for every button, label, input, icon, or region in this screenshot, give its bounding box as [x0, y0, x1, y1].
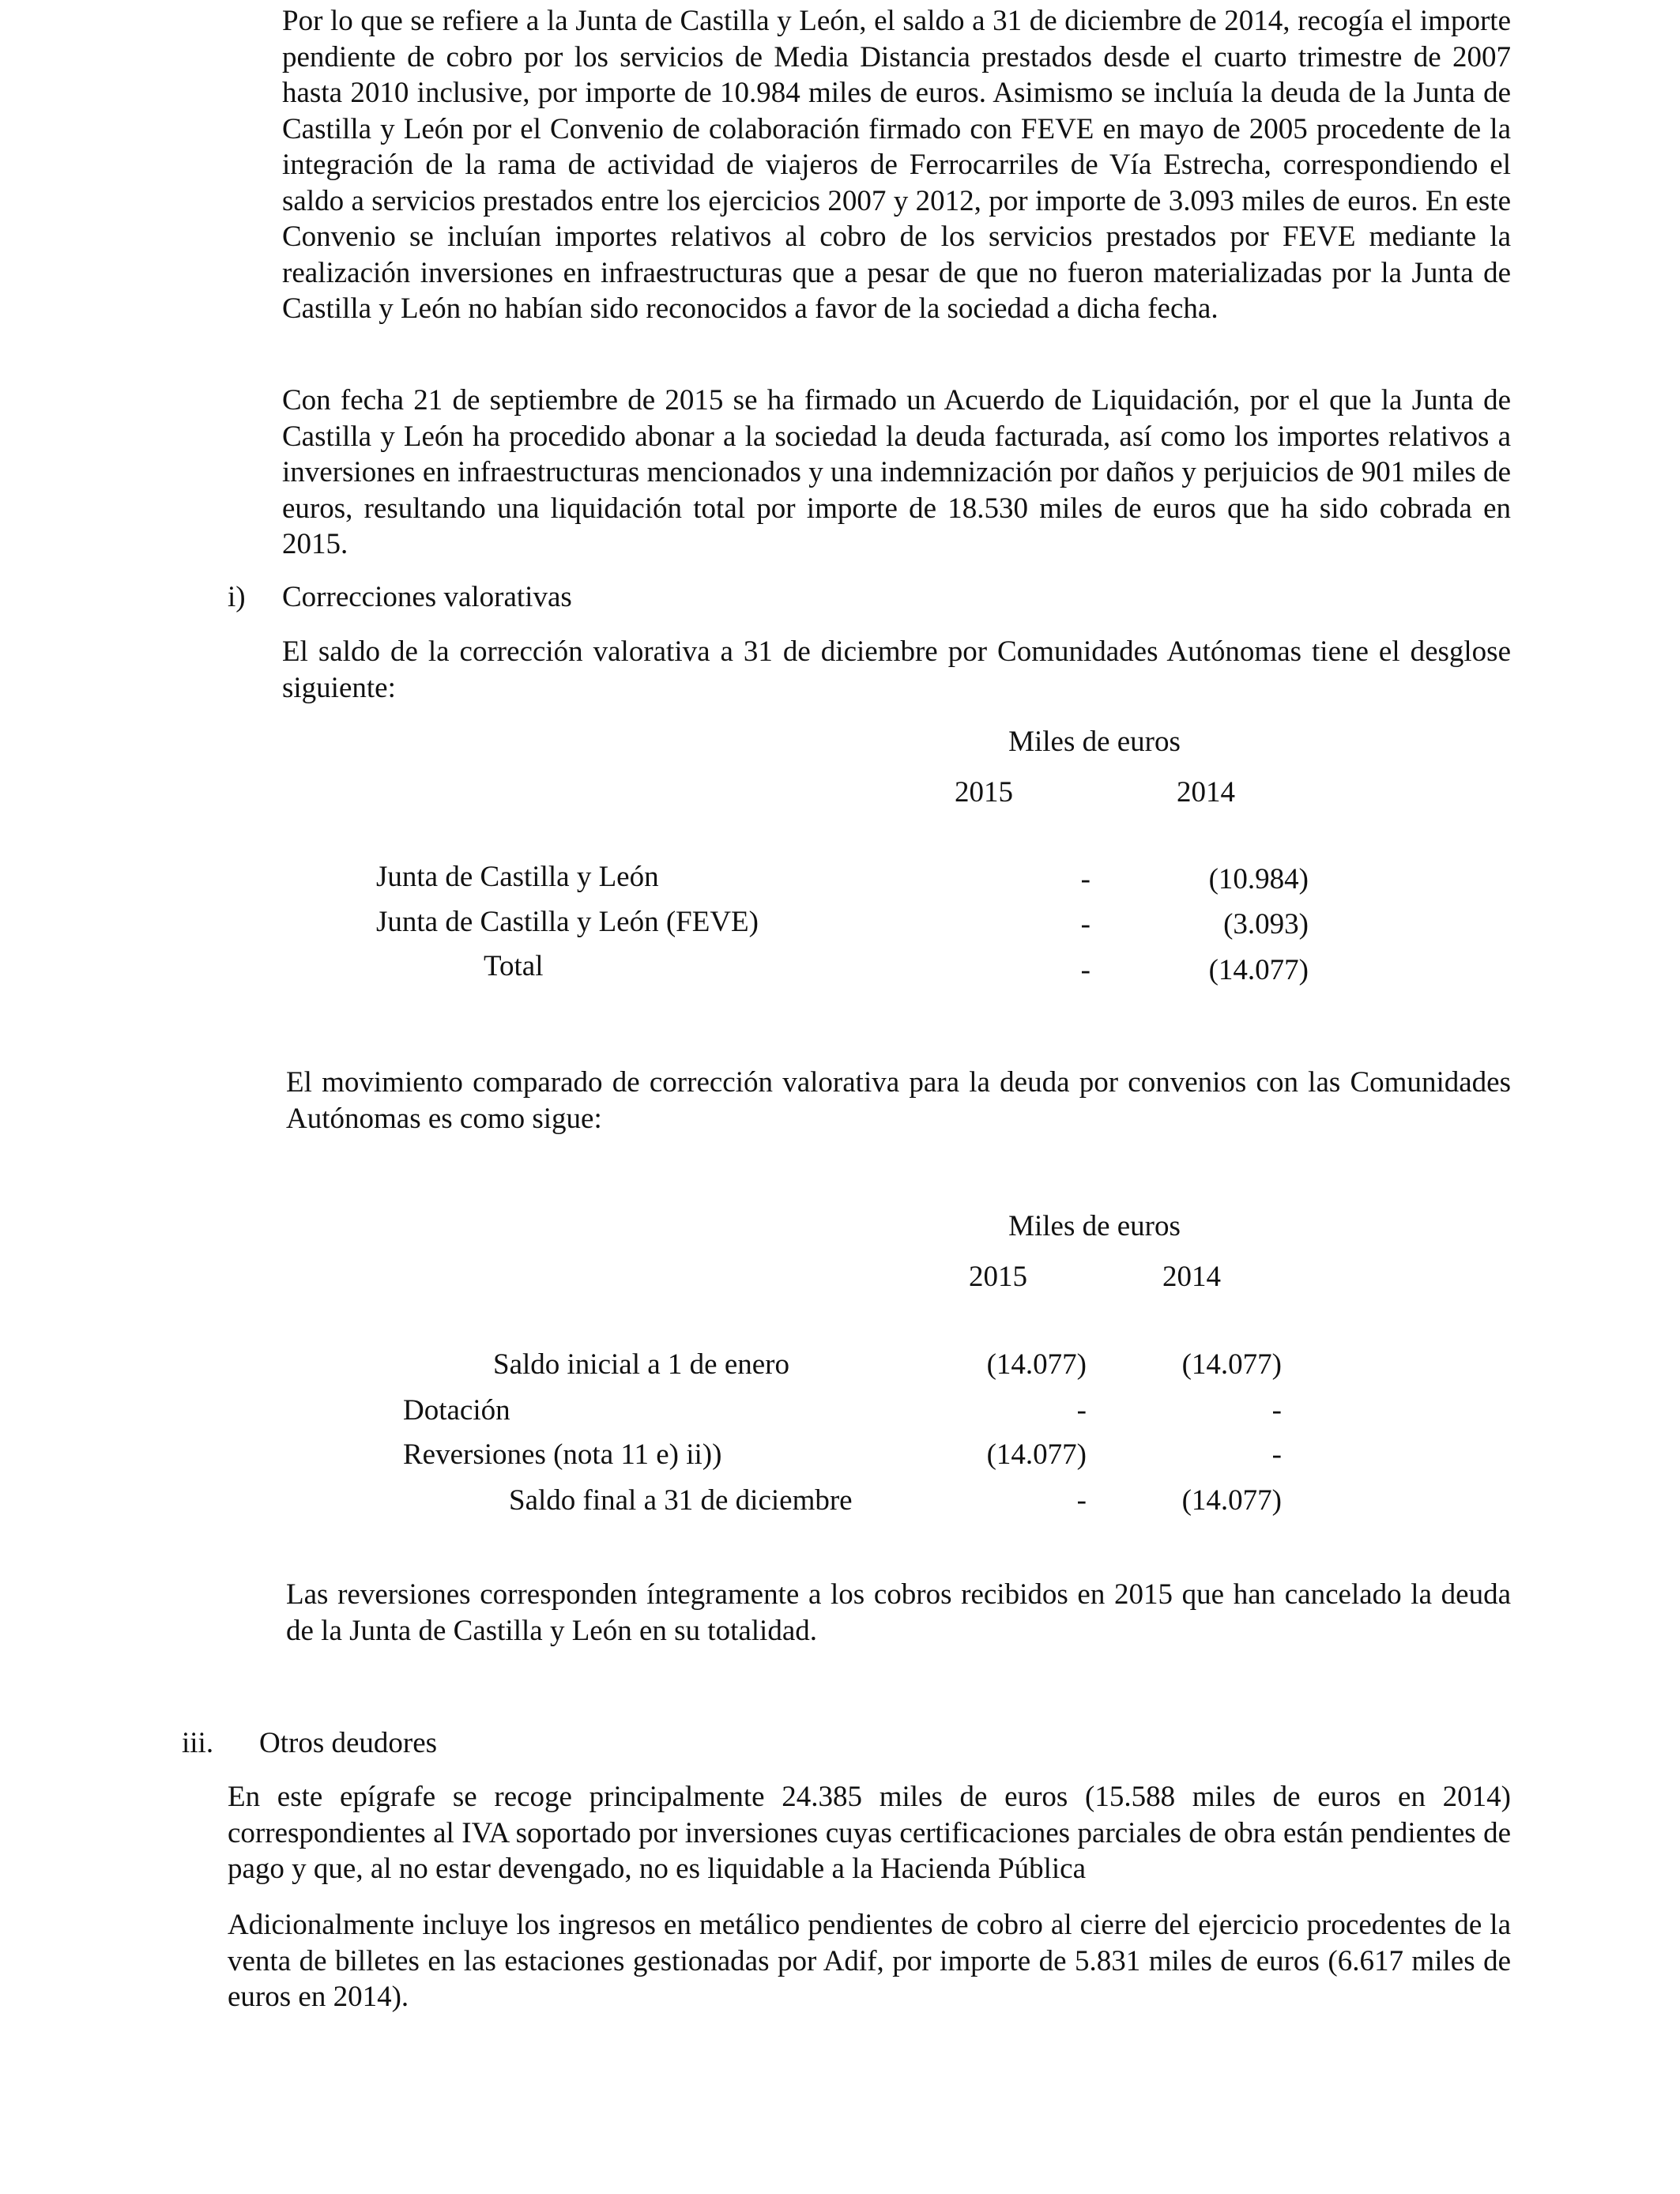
table1-total-value-2014: (14.077) — [1208, 954, 1309, 986]
paragraph-other-debtors-vat: En este epígrafe se recoge principalmente 24.385 miles de euros (15.588 miles de euros en 2014) correspondientes al IVA soportado por inversiones cuyas certificaciones parciales de obra están pendientes de pago y que, al no estar devengado, no es liquidable a la Hacienda Pública — [228, 1781, 1511, 1885]
paragraph-other-debtors-tickets: Adicionalmente incluye los ingresos en metálico pendientes de cobro al cierre del ejercicio procedentes de la venta de billetes en las estaciones gestionadas por Adif, por importe de 5.831 miles de euros (6.617 miles de euros en 2014). — [228, 1909, 1511, 2013]
table2-row-label: Saldo final a 31 de diciembre — [509, 1484, 853, 1517]
table1-row-value-2015: - — [1080, 863, 1090, 895]
table2-row-label: Saldo inicial a 1 de enero — [493, 1348, 790, 1381]
table1-col-2015: 2015 — [955, 776, 1013, 809]
table2-unit-header: Miles de euros — [1008, 1210, 1181, 1242]
table2-row-value-2015: - — [1076, 1484, 1087, 1517]
section-iii-title: Otros deudores — [259, 1727, 438, 1759]
table2-row-value-2014: (14.077) — [1181, 1484, 1282, 1517]
paragraph-correction-breakdown: El saldo de la corrección valorativa a 31 de diciembre por Comunidades Autónomas tiene el desglose siguiente: — [282, 635, 1511, 704]
table2-row-value-2015: (14.077) — [986, 1438, 1087, 1471]
table2-row-label: Reversiones (nota 11 e) ii)) — [403, 1438, 722, 1471]
section-i-marker: i) — [228, 581, 246, 613]
table1-total-value-2015: - — [1080, 954, 1090, 986]
paragraph-reversions: Las reversiones corresponden íntegramente a los cobros recibidos en 2015 que han cancelado la deuda de la Junta de Castilla y León en su totalidad. — [286, 1578, 1511, 1647]
paragraph-settlement-agreement: Con fecha 21 de septiembre de 2015 se ha firmado un Acuerdo de Liquidación, por el que la Junta de Castilla y León ha procedido abonar a la sociedad la deuda facturada, así como los importes relativos a inversiones en infraestructuras mencionados y una indemnización por daños y perjuicios de 901 miles de euros, resultando una liquidación total por importe de 18.530 miles de euros que ha sido cobrada en 2015. — [282, 384, 1511, 560]
table2-row-value-2014: - — [1271, 1394, 1282, 1427]
paragraph-movement-intro: El movimiento comparado de corrección valorativa para la deuda por convenios con las Comunidades Autónomas es como sigue: — [286, 1066, 1511, 1135]
paragraph-castilla-leon-balance: Por lo que se refiere a la Junta de Castilla y León, el saldo a 31 de diciembre de 2014, recogía el importe pendiente de cobro por los servicios de Media Distancia prestados desde el cuarto trimestre de 2007 hasta 2010 inclusive, por importe de 10.984 miles de euros. Asimismo se incluía la deuda de la Junta de Castilla y León por el Convenio de colaboración firmado con FEVE en mayo de 2005 procedente de la integración de la rama de actividad de viajeros de Ferrocarriles de Vía Estrecha, correspondiendo el saldo a servicios prestados entre los ejercicios 2007 y 2012, por importe de 3.093 miles de euros. En este Convenio se incluían importes relativos al cobro de los servicios prestados por FEVE mediante la realización inversiones en infraestructuras que a pesar de que no fueron materializadas por la Junta de Castilla y León no habían sido reconocidos a favor de la sociedad a dicha fecha. — [282, 5, 1511, 325]
table2-row-value-2015: (14.077) — [986, 1348, 1087, 1381]
table2-row-value-2015: - — [1076, 1394, 1087, 1427]
table1-row-label: Junta de Castilla y León — [376, 861, 659, 893]
table1-row-label: Junta de Castilla y León (FEVE) — [376, 906, 759, 938]
section-i-title: Correcciones valorativas — [282, 581, 572, 613]
table1-col-2014: 2014 — [1177, 776, 1235, 809]
table1-row-value-2014: (10.984) — [1208, 863, 1309, 895]
table2-col-2014: 2014 — [1162, 1261, 1221, 1293]
table1-unit-header: Miles de euros — [1008, 726, 1181, 758]
section-iii-marker: iii. — [182, 1727, 214, 1759]
table1-total-label: Total — [484, 950, 544, 982]
table2-row-value-2014: - — [1271, 1438, 1282, 1471]
table2-row-value-2014: (14.077) — [1181, 1348, 1282, 1381]
table2-col-2015: 2015 — [969, 1261, 1027, 1293]
table1-row-value-2014: (3.093) — [1223, 908, 1309, 941]
table1-row-value-2015: - — [1080, 908, 1090, 941]
table2-row-label: Dotación — [403, 1394, 510, 1427]
